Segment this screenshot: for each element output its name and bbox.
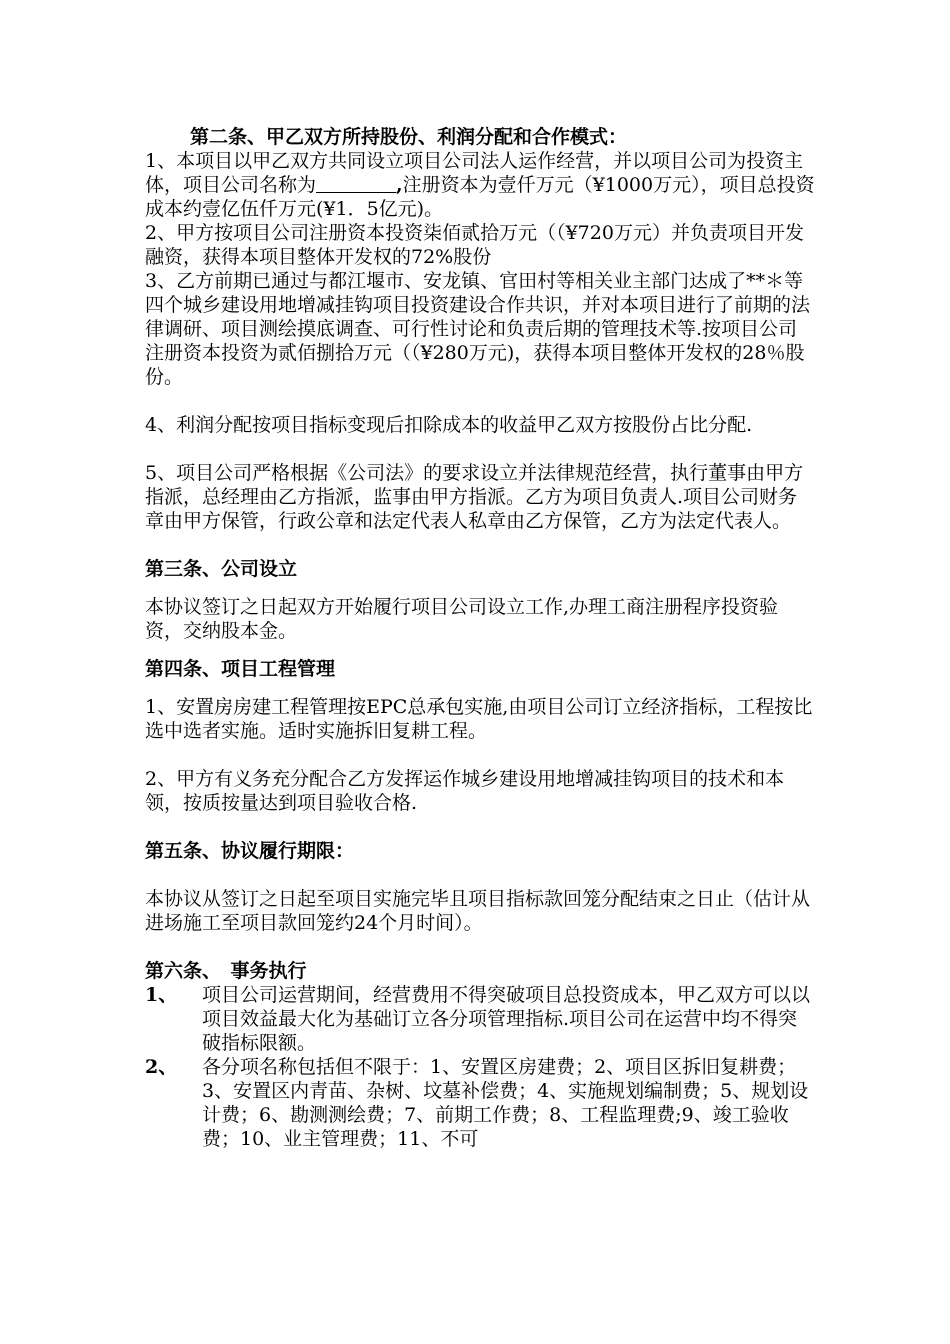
document-page — [145, 125, 815, 1151]
spacer — [145, 815, 815, 839]
item-text: 项目公司运营期间，经营费用不得突破项目总投资成本，甲乙双方可以以项目效益最大化为基础订立各分项管理指标.项目公司在运营中均不得突破指标限额。 — [202, 984, 811, 1054]
article-2-clause-2: 2、甲方按项目公司注册资本投资柒佰贰拾万元（（¥720万元）并负责项目开发融资，获得本项目整体开发权的72%股份 — [145, 222, 804, 268]
spacer — [145, 581, 815, 595]
article-3-body: 本协议签订之日起双方开始履行项目公司设立工作,办理工商注册程序投资验资，交纳股本金。 — [145, 596, 779, 642]
article-5-body: 本协议从签订之日起至项目实施完毕且项目指标款回笼分配结束之日止（估计从进场施工至项目款回笼约24个月时间）。 — [145, 888, 811, 934]
article-4-clause-2: 2、甲方有义务充分配合乙方发挥运作城乡建设用地增减挂钩项目的技术和本领，按质按量达到项目验收合格. — [145, 768, 785, 814]
item-number: 1、 — [145, 984, 178, 1006]
spacer — [145, 437, 815, 461]
spacer — [145, 389, 815, 413]
article-2-clause-5: 5、项目公司严格根据《公司法》的要求设立并法律规范经营，执行董事由甲方指派，总经理由乙方指派，监事由甲方指派。乙方为项目负责人.项目公司财务章由甲方保管，行政公章和法定代表人私章由乙方保管，乙方为法定代表人。 — [145, 462, 804, 532]
spacer — [145, 681, 815, 695]
article-2-clause-3: 3、乙方前期已通过与都江堰市、安龙镇、官田村等相关业主部门达成了**＊等四个城乡建设用地增减挂钩项目投资建设合作共识，并对本项目进行了前期的法律调研、项目测绘摸底调查、可行性讨论和负责后期的管理技术等.按项目公司注册资本投资为贰佰捌拾万元（（¥280万元)，获得本项目整体开发权的28％股份。 — [145, 270, 811, 388]
article-6-item-2 — [145, 1055, 815, 1151]
article-4-title: 第四条、项目工程管理 — [145, 658, 336, 680]
article-5-title: 第五条、协议履行期限： — [145, 840, 355, 862]
article-2-clause-1-text-b: 注册资本为壹仟万元（¥1000万元），项目总投资成本约壹亿伍仟万元(¥1．5亿元)。 — [145, 174, 815, 220]
company-name-blank-comma: , — [396, 174, 403, 196]
item-text: 各分项名称包括但不限于：1、安置区房建费；2、项目区拆旧复耕费；3、安置区内青苗、杂树、坟墓补偿费；4、实施规划编制费；5、规划设计费；6、勘测测绘费；7、前期工作费；8、工程监理费;9、竣工验收费；10、业主管理费；11、不可 — [202, 1056, 809, 1150]
article-2-clause-1-text-a: 1、本项目以甲乙双方共同设立项目公司法人运作经营，并以项目公司为投资主体，项目公司名称为 — [145, 150, 804, 196]
article-2-clause-4: 4、利润分配按项目指标变现后扣除成本的收益甲乙双方按股份占比分配. — [145, 414, 753, 436]
spacer — [145, 863, 815, 887]
item-number: 2、 — [145, 1056, 178, 1078]
article-6-title: 第六条、 事务执行 — [145, 960, 307, 982]
article-3-title: 第三条、公司设立 — [145, 558, 298, 580]
article-4-clause-1: 1、安置房房建工程管理按EPC总承包实施,由项目公司订立经济指标，工程按比选中选者实施。适时实施拆旧复耕工程。 — [145, 696, 813, 742]
article-2-clause-1 — [145, 149, 815, 221]
article-2-title: 第二条、甲乙双方所持股份、利润分配和合作模式： — [190, 126, 628, 148]
spacer — [145, 935, 815, 959]
article-6-item-1 — [145, 983, 815, 1055]
spacer — [145, 743, 815, 767]
spacer — [145, 533, 815, 557]
company-name-blank — [316, 174, 396, 193]
spacer — [145, 643, 815, 657]
